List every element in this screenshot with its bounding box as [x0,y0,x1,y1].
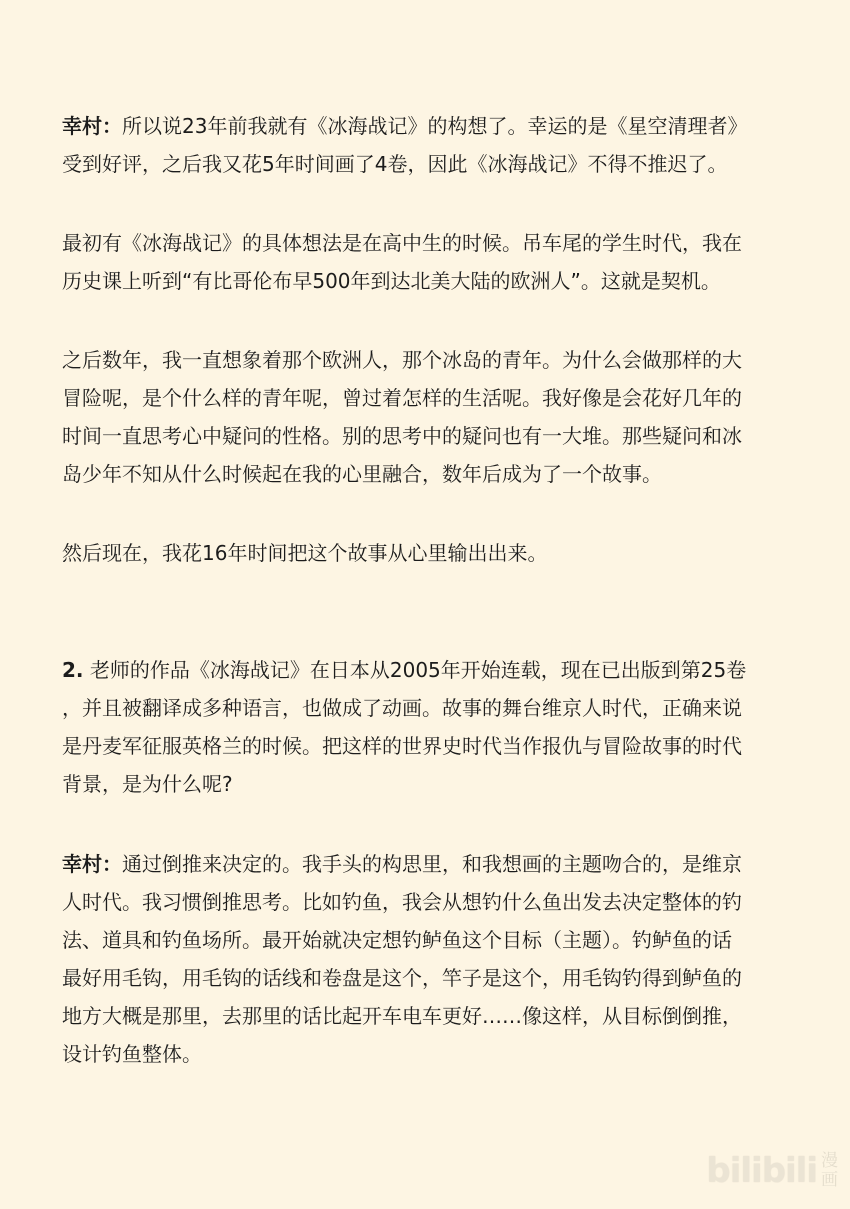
speaker-label: 幸村： [62,114,122,138]
paragraph-answer-2 [62,845,792,1073]
bilibili-manga-watermark [706,1151,838,1191]
text-line: 幸村：所以说23年前我就有《冰海战记》的构想了。幸运的是《星空清理者》 [62,114,748,138]
text-line: 背景，是为什么呢? [62,772,233,796]
paragraph-body-2 [62,224,792,300]
text-line: 历史课上听到“有比哥伦布早500年到达北美大陆的欧洲人”。这就是契机。 [62,269,721,293]
question-2 [62,651,792,803]
text-line: 法、道具和钓鱼场所。最开始就决定想钓鲈鱼这个目标（主题）。钓鲈鱼的话 [62,928,732,952]
text-line: 人时代。我习惯倒推思考。比如钓鱼，我会从想钓什么鱼出发去决定整体的钓 [62,890,742,914]
manga-label: 漫 画 [821,1151,838,1190]
paragraph-body-4 [62,534,792,572]
text-line: 最初有《冰海战记》的具体想法是在高中生的时候。吊车尾的学生时代，我在 [62,231,742,255]
text-line: ，并且被翻译成多种语言，也做成了动画。故事的舞台维京人时代，正确来说 [62,696,742,720]
text-line: 时间一直思考心中疑问的性格。别的思考中的疑问也有一大堆。那些疑问和冰 [62,424,742,448]
text-line: 是丹麦军征服英格兰的时候。把这样的世界史时代当作报仇与冒险故事的时代 [62,734,742,758]
text-line: 之后数年，我一直想象着那个欧洲人，那个冰岛的青年。为什么会做那样的大 [62,348,742,372]
text-line: 设计钓鱼整体。 [62,1042,202,1066]
paragraph-body-3 [62,341,792,493]
question-number: 2. [62,658,84,682]
paragraph-answer-1 [62,107,792,183]
text-line: 冒险呢，是个什么样的青年呢，曾过着怎样的生活呢。我好像是会花好几年的 [62,386,742,410]
text-line: 2. 老师的作品《冰海战记》在日本从2005年开始连载，现在已出版到第25卷 [62,658,747,682]
text-line: 然后现在，我花16年时间把这个故事从心里输出出来。 [62,541,548,565]
text-line: 幸村：通过倒推来决定的。我手头的构思里，和我想画的主题吻合的，是维京 [62,852,742,876]
text-line: 受到好评，之后我又花5年时间画了4卷，因此《冰海战记》不得不推迟了。 [62,152,728,176]
bilibili-logo-icon: bilibili [706,1151,817,1191]
text-line: 岛少年不知从什么时候起在我的心里融合，数年后成为了一个故事。 [62,462,662,486]
text-line: 最好用毛钩，用毛钩的话线和卷盘是这个，竿子是这个，用毛钩钓得到鲈鱼的 [62,966,742,990]
text-line: 地方大概是那里，去那里的话比起开车电车更好……像这样，从目标倒倒推， [62,1004,742,1028]
speaker-label: 幸村： [62,852,122,876]
